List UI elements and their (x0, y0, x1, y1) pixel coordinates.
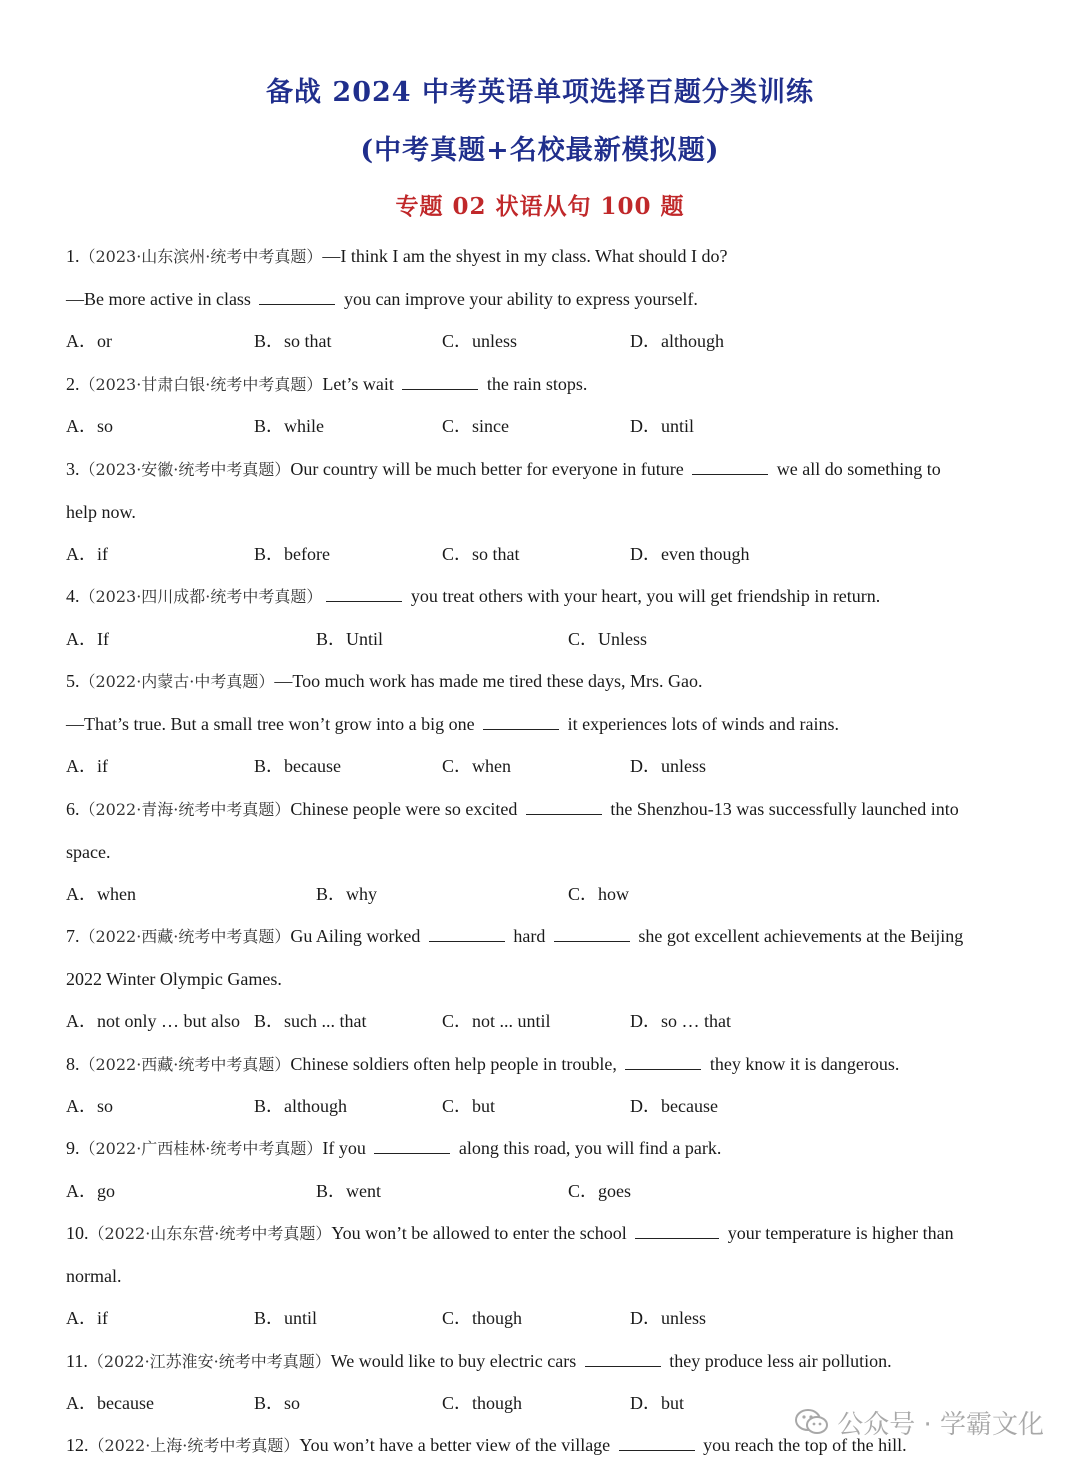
option-b: B．although (254, 1096, 347, 1116)
option-b: B．such ... that (254, 1011, 367, 1031)
option-b: B．Until (316, 629, 384, 649)
question-source: （2022·广西桂林·统考中考真题） (79, 1139, 323, 1158)
document-title-sub: (中考真题+名校最新模拟题) (360, 135, 720, 166)
question-12-stem: 12.（2022·上海·统考中考真题）You won’t have a better view of the village you reach the top of the hill. (66, 1435, 907, 1455)
question-source: （2022·江苏淮安·统考中考真题） (87, 1352, 331, 1371)
option-c: C．since (442, 416, 509, 436)
option-d: D．although (630, 331, 724, 351)
question-9-stem: 9.（2022·广西桂林·统考中考真题）If you along this road, you will find a park. (66, 1138, 722, 1158)
option-a: A．because (66, 1393, 154, 1413)
question-3-stem: 3.（2023·安徽·统考中考真题）Our country will be much better for everyone in future we all do something to (66, 459, 941, 479)
option-a: A．when (66, 884, 136, 904)
option-b: B．so (254, 1393, 301, 1413)
question-7-stem-line2: 2022 Winter Olympic Games. (66, 969, 282, 989)
option-d: D．until (630, 416, 695, 436)
question-2-options (66, 414, 1026, 438)
question-5-stem-line2: —That’s true. But a small tree won’t grow into a big one it experiences lots of winds and rains. (66, 714, 840, 734)
question-source: （2022·西藏·统考中考真题） (79, 927, 291, 946)
question-3-options (66, 542, 1026, 566)
question-6-stem: 6.（2022·青海·统考中考真题）Chinese people were so excited the Shenzhou-13 was successfully launched into (66, 799, 959, 819)
question-source: （2023·甘肃白银·统考中考真题） (79, 375, 323, 394)
answer-blank (259, 288, 335, 305)
answer-blank (526, 798, 602, 815)
option-c: C．goes (568, 1181, 631, 1201)
option-c: C．when (442, 756, 511, 776)
question-10-stem-line2: normal. (66, 1266, 122, 1286)
question-1-stem-line2: —Be more active in class you can improve your ability to express yourself. (66, 289, 698, 309)
question-6-stem-line2: space. (66, 842, 111, 862)
option-b: B．until (254, 1308, 318, 1328)
topic-heading: 专题 02 状语从句 100 题 (395, 193, 685, 220)
option-d: D．because (630, 1096, 718, 1116)
question-10-options (66, 1306, 1026, 1330)
document-title: 备战 2024 中考英语单项选择百题分类训练 (266, 77, 814, 108)
answer-blank (483, 713, 559, 730)
question-source: （2022·山东东营·统考中考真题） (88, 1224, 332, 1243)
watermark (795, 1404, 1044, 1443)
question-5-options (66, 754, 1026, 778)
question-1-stem: 1.（2023·山东滨州·统考中考真题）—I think I am the shyest in my class. What should I do? (66, 246, 728, 266)
option-c: C．how (568, 884, 630, 904)
question-4-stem: 4.（2023·四川成都·统考中考真题） you treat others with your heart, you will get friendship in return. (66, 586, 881, 606)
wechat-icon (795, 1408, 829, 1443)
question-6-options (66, 882, 1026, 906)
option-a: A．or (66, 331, 112, 351)
option-d: D．unless (630, 1308, 706, 1328)
question-8-stem: 8.（2022·西藏·统考中考真题）Chinese soldiers often help people in trouble, they know it is dangerous. (66, 1054, 900, 1074)
option-b: B．went (316, 1181, 381, 1201)
option-a: A．so (66, 1096, 114, 1116)
option-c: C．so that (442, 544, 520, 564)
option-a: A．if (66, 1308, 108, 1328)
answer-blank (326, 585, 402, 602)
option-b: B．why (316, 884, 378, 904)
option-c: C．but (442, 1096, 496, 1116)
question-3-stem-line2: help now. (66, 502, 136, 522)
answer-blank (625, 1053, 701, 1070)
option-b: B．before (254, 544, 330, 564)
question-4-options (66, 627, 1026, 651)
question-11-stem: 11.（2022·江苏淮安·统考中考真题）We would like to buy electric cars they produce less air pollution. (66, 1351, 892, 1371)
option-d: D．even though (630, 544, 750, 564)
option-a: A．If (66, 629, 109, 649)
question-source: （2022·青海·统考中考真题） (79, 800, 291, 819)
option-b: B．so that (254, 331, 332, 351)
answer-blank (635, 1222, 719, 1239)
option-d: D．unless (630, 756, 706, 776)
question-source: （2023·安徽·统考中考真题） (79, 460, 291, 479)
answer-blank (692, 458, 768, 475)
answer-blank (429, 925, 505, 942)
option-d: D．but (630, 1393, 684, 1413)
question-8-options (66, 1094, 1026, 1118)
option-a: A．so (66, 416, 114, 436)
option-a: A．not only … but also (66, 1011, 240, 1031)
question-7-options (66, 1009, 1026, 1033)
question-2-stem: 2.（2023·甘肃白银·统考中考真题）Let’s wait the rain stops. (66, 374, 588, 394)
question-source: （2022·西藏·统考中考真题） (79, 1055, 291, 1074)
option-a: A．if (66, 756, 108, 776)
option-a: A．go (66, 1181, 115, 1201)
answer-blank (619, 1434, 695, 1451)
question-7-stem: 7.（2022·西藏·统考中考真题）Gu Ailing worked hard she got excellent achievements at the Beijing (66, 926, 964, 946)
question-9-options (66, 1179, 1026, 1203)
option-c: C．unless (442, 331, 518, 351)
option-c: C．not ... until (442, 1011, 551, 1031)
option-a: A．if (66, 544, 108, 564)
question-1-options (66, 329, 1026, 353)
option-c: C．though (442, 1393, 523, 1413)
watermark-text: 公众号 · 学霸文化 (837, 1410, 1044, 1440)
answer-blank (585, 1350, 661, 1367)
option-c: C．Unless (568, 629, 648, 649)
question-source: （2022·内蒙古·中考真题） (79, 672, 275, 691)
option-c: C．though (442, 1308, 523, 1328)
answer-blank (374, 1137, 450, 1154)
question-5-stem: 5.（2022·内蒙古·中考真题）—Too much work has made me tired these days, Mrs. Gao. (66, 671, 703, 691)
question-source: （2023·山东滨州·统考中考真题） (79, 247, 323, 266)
answer-blank (402, 373, 478, 390)
option-d: D．so … that (630, 1011, 731, 1031)
option-b: B．because (254, 756, 341, 776)
answer-blank (554, 925, 630, 942)
question-source: （2022·上海·统考中考真题） (88, 1436, 300, 1455)
question-source: （2023·四川成都·统考中考真题） (79, 587, 323, 606)
option-b: B．while (254, 416, 324, 436)
question-10-stem: 10.（2022·山东东营·统考中考真题）You won’t be allowed to enter the school your temperature is higher than (66, 1223, 954, 1243)
